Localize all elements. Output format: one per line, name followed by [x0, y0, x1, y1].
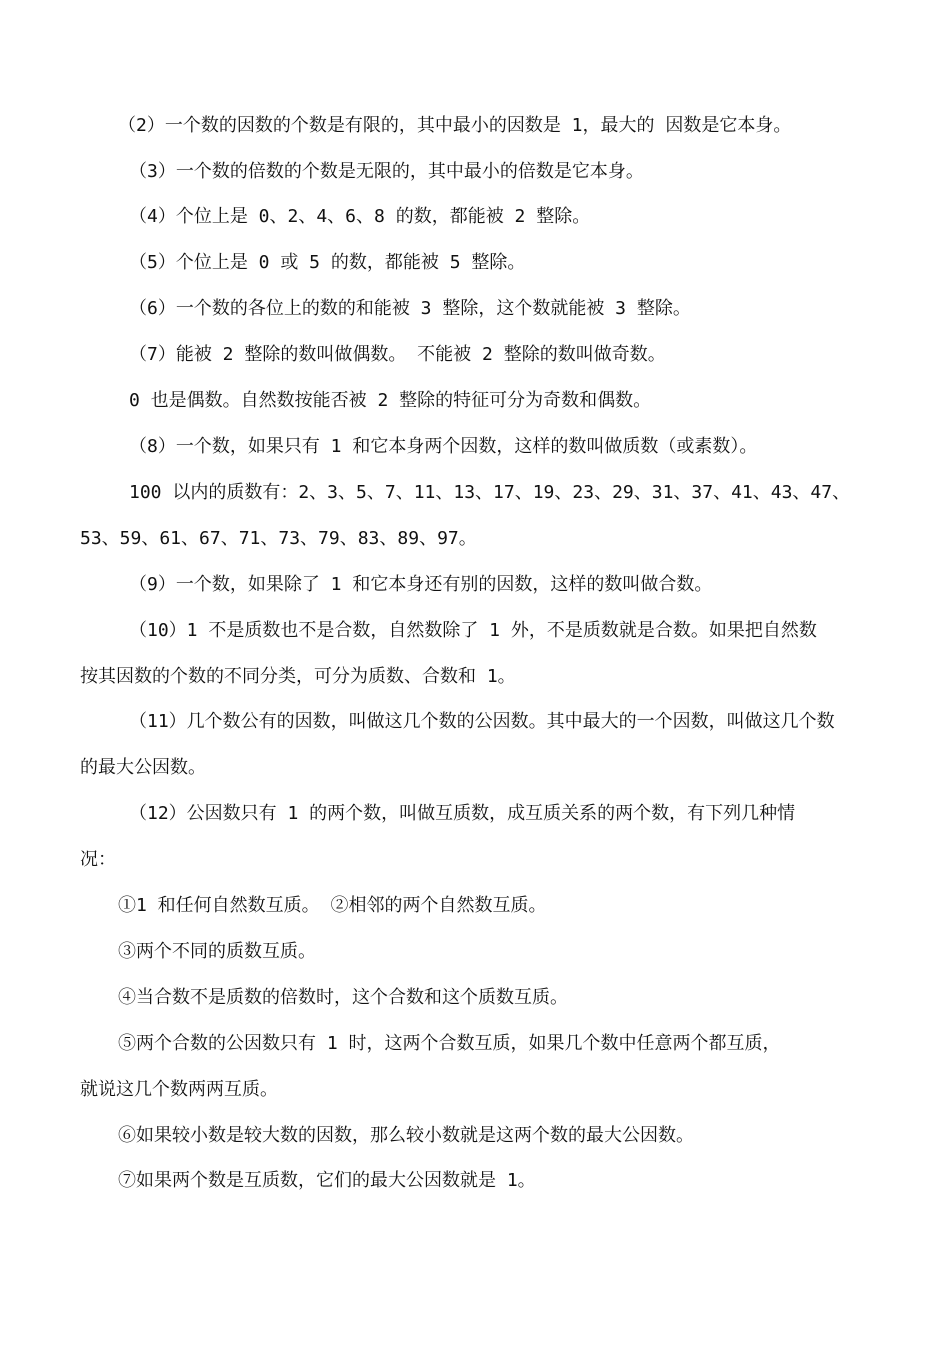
text-line-rule-2: （2）一个数的因数的个数是有限的，其中最小的因数是 1，最大的 因数是它本身。 [118, 115, 792, 136]
text-line-rule-5: （5）个位上是 0 或 5 的数，都能被 5 整除。 [129, 252, 526, 273]
text-line-case-4: ④当合数不是质数的倍数时，这个合数和这个质数互质。 [118, 987, 568, 1008]
text-line-rule-10: （10）1 不是质数也不是合数，自然数除了 1 外，不是质数就是合数。如果把自然数 [129, 620, 817, 641]
text-line-even-note: 0 也是偶数。自然数按能否被 2 整除的特征可分为奇数和偶数。 [129, 390, 652, 411]
text-line-case-1-2: ①1 和任何自然数互质。 ②相邻的两个自然数互质。 [118, 895, 547, 916]
text-line-rule-7: （7）能被 2 整除的数叫做偶数。 不能被 2 整除的数叫做奇数。 [129, 344, 666, 365]
text-line-case-5: ⑤两个合数的公因数只有 1 时，这两个合数互质，如果几个数中任意两个都互质， [118, 1033, 781, 1054]
text-line-rule-12-cont: 况： [80, 849, 116, 870]
text-line-rule-6: （6）一个数的各位上的数的和能被 3 整除，这个数就能被 3 整除。 [129, 298, 691, 319]
text-line-case-5-cont: 就说这几个数两两互质。 [80, 1079, 278, 1100]
text-line-case-6: ⑥如果较小数是较大数的因数，那么较小数就是这两个数的最大公因数。 [118, 1125, 694, 1146]
text-line-rule-11-cont: 的最大公因数。 [80, 757, 206, 778]
text-line-rule-12: （12）公因数只有 1 的两个数，叫做互质数，成互质关系的两个数，有下列几种情 [129, 803, 796, 824]
text-line-case-3: ③两个不同的质数互质。 [118, 941, 316, 962]
text-line-rule-4: （4）个位上是 0、2、4、6、8 的数，都能被 2 整除。 [129, 206, 591, 227]
text-line-rule-10-cont: 按其因数的个数的不同分类，可分为质数、合数和 1。 [80, 666, 516, 687]
text-line-case-7: ⑦如果两个数是互质数，它们的最大公因数就是 1。 [118, 1170, 536, 1191]
text-line-rule-9: （9）一个数，如果除了 1 和它本身还有别的因数，这样的数叫做合数。 [129, 574, 713, 595]
text-line-rule-11: （11）几个数公有的因数，叫做这几个数的公因数。其中最大的一个因数，叫做这几个数 [129, 711, 835, 732]
text-line-primes-2: 53、59、61、67、71、73、79、83、89、97。 [80, 528, 477, 549]
text-line-rule-3: （3）一个数的倍数的个数是无限的，其中最小的倍数是它本身。 [129, 161, 644, 182]
text-line-rule-8: （8）一个数，如果只有 1 和它本身两个因数，这样的数叫做质数（或素数）。 [129, 436, 758, 457]
text-line-primes-1: 100 以内的质数有：2、3、5、7、11、13、17、19、23、29、31、37、41、43、47、 [129, 482, 851, 503]
